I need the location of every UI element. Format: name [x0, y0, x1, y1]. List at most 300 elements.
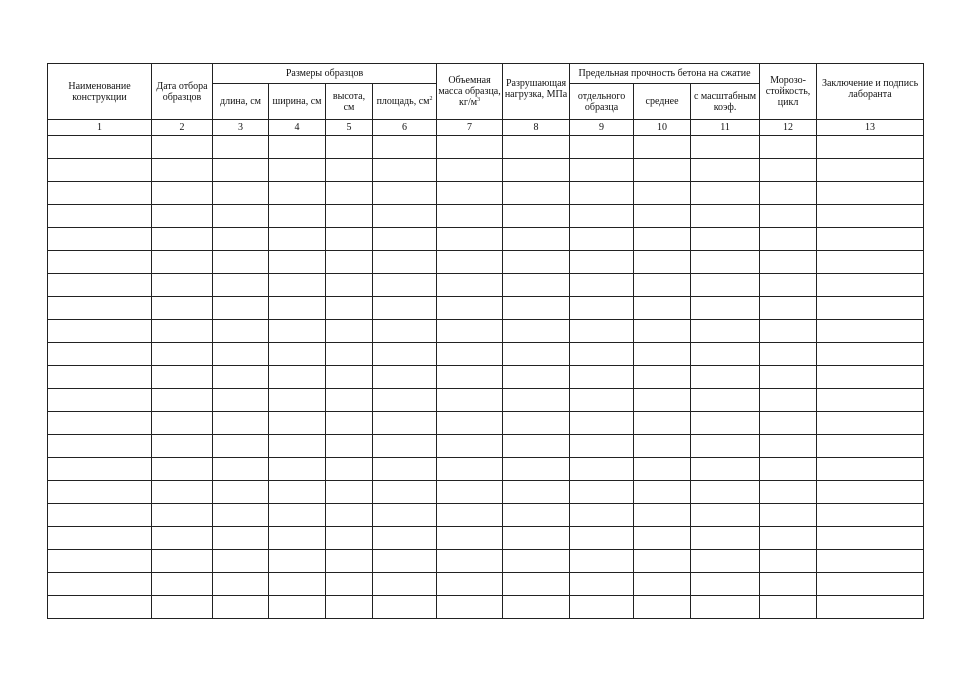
table-cell[interactable] [152, 205, 213, 228]
table-cell[interactable] [373, 343, 437, 366]
table-cell[interactable] [269, 251, 326, 274]
table-cell[interactable] [691, 550, 760, 573]
table-cell[interactable] [48, 366, 152, 389]
table-cell[interactable] [48, 320, 152, 343]
table-cell[interactable] [152, 504, 213, 527]
table-cell[interactable] [152, 366, 213, 389]
table-cell[interactable] [634, 159, 691, 182]
header-width: ширина, см [269, 84, 326, 120]
table-cell[interactable] [570, 504, 634, 527]
table-cell[interactable] [326, 182, 373, 205]
table-cell[interactable] [269, 481, 326, 504]
table-cell[interactable] [326, 573, 373, 596]
table-cell[interactable] [437, 343, 503, 366]
table-cell[interactable] [48, 596, 152, 619]
table-cell[interactable] [817, 274, 924, 297]
table-cell[interactable] [691, 573, 760, 596]
table-cell[interactable] [570, 136, 634, 159]
table-cell[interactable] [213, 481, 269, 504]
table-cell[interactable] [373, 412, 437, 435]
table-cell[interactable] [570, 320, 634, 343]
table-cell[interactable] [691, 412, 760, 435]
table-cell[interactable] [373, 159, 437, 182]
table-row [48, 412, 924, 435]
table-cell[interactable] [213, 412, 269, 435]
table-cell[interactable] [213, 228, 269, 251]
table-cell[interactable] [634, 251, 691, 274]
table-cell[interactable] [691, 251, 760, 274]
table-cell[interactable] [691, 136, 760, 159]
table-cell[interactable] [213, 251, 269, 274]
table-cell[interactable] [634, 228, 691, 251]
column-number: 7 [437, 120, 503, 136]
table-cell[interactable] [152, 412, 213, 435]
table-cell[interactable] [269, 412, 326, 435]
table-cell[interactable] [373, 573, 437, 596]
table-cell[interactable] [326, 228, 373, 251]
table-cell[interactable] [503, 389, 570, 412]
table-cell[interactable] [269, 573, 326, 596]
table-cell[interactable] [760, 297, 817, 320]
table-cell[interactable] [48, 159, 152, 182]
column-number: 6 [373, 120, 437, 136]
table-cell[interactable] [48, 343, 152, 366]
table-cell[interactable] [373, 136, 437, 159]
table-cell[interactable] [691, 182, 760, 205]
table-cell[interactable] [817, 435, 924, 458]
table-cell[interactable] [691, 159, 760, 182]
table-cell[interactable] [437, 366, 503, 389]
table-cell[interactable] [213, 274, 269, 297]
table-cell[interactable] [48, 205, 152, 228]
table-cell[interactable] [269, 136, 326, 159]
table-cell[interactable] [634, 573, 691, 596]
table-cell[interactable] [760, 366, 817, 389]
table-cell[interactable] [634, 136, 691, 159]
column-number: 13 [817, 120, 924, 136]
table-cell[interactable] [152, 251, 213, 274]
table-cell[interactable] [817, 320, 924, 343]
table-cell[interactable] [634, 596, 691, 619]
table-cell[interactable] [213, 458, 269, 481]
table-cell[interactable] [213, 136, 269, 159]
table-cell[interactable] [570, 573, 634, 596]
table-cell[interactable] [326, 159, 373, 182]
table-cell[interactable] [213, 205, 269, 228]
table-cell[interactable] [326, 274, 373, 297]
table-cell[interactable] [213, 182, 269, 205]
table-cell[interactable] [634, 527, 691, 550]
table-cell[interactable] [570, 481, 634, 504]
table-cell[interactable] [503, 573, 570, 596]
table-cell[interactable] [373, 550, 437, 573]
table-cell[interactable] [503, 343, 570, 366]
table-cell[interactable] [373, 458, 437, 481]
table-cell[interactable] [326, 596, 373, 619]
table-cell[interactable] [691, 527, 760, 550]
table-cell[interactable] [817, 458, 924, 481]
table-cell[interactable] [503, 458, 570, 481]
header-conclusion-signature: Заключение и подпись лаборанта [817, 64, 924, 120]
table-cell[interactable] [634, 343, 691, 366]
table-cell[interactable] [817, 136, 924, 159]
table-cell[interactable] [269, 458, 326, 481]
header-construction-name: Наименование конструкции [48, 64, 152, 120]
table-cell[interactable] [691, 274, 760, 297]
table-cell[interactable] [373, 481, 437, 504]
table-cell[interactable] [817, 159, 924, 182]
table-row [48, 320, 924, 343]
table-cell[interactable] [48, 458, 152, 481]
table-row [48, 343, 924, 366]
table-cell[interactable] [213, 527, 269, 550]
table-cell[interactable] [503, 596, 570, 619]
table-cell[interactable] [437, 274, 503, 297]
table-cell[interactable] [326, 550, 373, 573]
table-cell[interactable] [503, 251, 570, 274]
table-cell[interactable] [570, 550, 634, 573]
table-cell[interactable] [152, 159, 213, 182]
table-cell[interactable] [437, 527, 503, 550]
table-cell[interactable] [634, 182, 691, 205]
table-row [48, 274, 924, 297]
table-cell[interactable] [48, 435, 152, 458]
table-cell[interactable] [437, 251, 503, 274]
table-cell[interactable] [817, 343, 924, 366]
table-cell[interactable] [269, 389, 326, 412]
table-cell[interactable] [48, 136, 152, 159]
table-cell[interactable] [760, 205, 817, 228]
table-cell[interactable] [48, 481, 152, 504]
table-cell[interactable] [48, 412, 152, 435]
table-cell[interactable] [437, 573, 503, 596]
table-cell[interactable] [269, 527, 326, 550]
table-cell[interactable] [817, 297, 924, 320]
table-cell[interactable] [760, 435, 817, 458]
table-cell[interactable] [691, 389, 760, 412]
table-cell[interactable] [760, 320, 817, 343]
table-cell[interactable] [437, 458, 503, 481]
table-cell[interactable] [373, 182, 437, 205]
table-cell[interactable] [760, 182, 817, 205]
table-cell[interactable] [326, 435, 373, 458]
table-row [48, 159, 924, 182]
table-cell[interactable] [503, 504, 570, 527]
table-cell[interactable] [437, 596, 503, 619]
table-cell[interactable] [48, 251, 152, 274]
table-cell[interactable] [760, 251, 817, 274]
table-cell[interactable] [213, 320, 269, 343]
table-cell[interactable] [326, 251, 373, 274]
table-cell[interactable] [269, 205, 326, 228]
table-cell[interactable] [152, 297, 213, 320]
table-cell[interactable] [691, 320, 760, 343]
table-cell[interactable] [570, 435, 634, 458]
table-cell[interactable] [634, 435, 691, 458]
table-cell[interactable] [691, 205, 760, 228]
table-cell[interactable] [48, 182, 152, 205]
table-cell[interactable] [570, 228, 634, 251]
table-cell[interactable] [503, 297, 570, 320]
table-cell[interactable] [373, 297, 437, 320]
header-bulk-density-text: Объемная масса образца, кг/м [438, 75, 501, 108]
table-cell[interactable] [817, 412, 924, 435]
table-cell[interactable] [817, 366, 924, 389]
table-cell[interactable] [437, 435, 503, 458]
table-cell[interactable] [760, 343, 817, 366]
table-cell[interactable] [213, 389, 269, 412]
table-cell[interactable] [503, 527, 570, 550]
table-row [48, 573, 924, 596]
table-cell[interactable] [817, 182, 924, 205]
table-cell[interactable] [570, 389, 634, 412]
table-cell[interactable] [373, 435, 437, 458]
table-cell[interactable] [152, 389, 213, 412]
table-cell[interactable] [570, 366, 634, 389]
table-cell[interactable] [570, 596, 634, 619]
table-cell[interactable] [437, 320, 503, 343]
table-cell[interactable] [269, 435, 326, 458]
table-cell[interactable] [503, 205, 570, 228]
table-cell[interactable] [48, 573, 152, 596]
table-cell[interactable] [269, 320, 326, 343]
table-cell[interactable] [373, 596, 437, 619]
table-cell[interactable] [817, 251, 924, 274]
header-scale-factor: с масштабным коэф. [691, 84, 760, 120]
table-cell[interactable] [152, 527, 213, 550]
table-cell[interactable] [760, 136, 817, 159]
table-cell[interactable] [48, 228, 152, 251]
table-cell[interactable] [634, 205, 691, 228]
table-cell[interactable] [152, 182, 213, 205]
table-cell[interactable] [152, 320, 213, 343]
table-cell[interactable] [634, 504, 691, 527]
table-cell[interactable] [691, 297, 760, 320]
table-cell[interactable] [691, 435, 760, 458]
table-cell[interactable] [503, 366, 570, 389]
table-row [48, 481, 924, 504]
header-area-sup: 2 [429, 96, 433, 102]
table-cell[interactable] [326, 458, 373, 481]
table-cell[interactable] [269, 182, 326, 205]
table-cell[interactable] [373, 251, 437, 274]
table-cell[interactable] [326, 205, 373, 228]
table-cell[interactable] [570, 527, 634, 550]
table-cell[interactable] [691, 504, 760, 527]
table-cell[interactable] [326, 412, 373, 435]
table-cell[interactable] [570, 205, 634, 228]
table-cell[interactable] [437, 228, 503, 251]
table-cell[interactable] [503, 550, 570, 573]
table-cell[interactable] [48, 389, 152, 412]
table-cell[interactable] [269, 550, 326, 573]
table-cell[interactable] [634, 297, 691, 320]
table-cell[interactable] [269, 297, 326, 320]
table-cell[interactable] [503, 412, 570, 435]
table-cell[interactable] [760, 481, 817, 504]
table-cell[interactable] [213, 435, 269, 458]
table-cell[interactable] [570, 274, 634, 297]
table-cell[interactable] [817, 205, 924, 228]
table-cell[interactable] [503, 182, 570, 205]
table-cell[interactable] [437, 182, 503, 205]
table-cell[interactable] [691, 458, 760, 481]
table-cell[interactable] [326, 389, 373, 412]
table-cell[interactable] [570, 458, 634, 481]
table-cell[interactable] [437, 297, 503, 320]
table-row [48, 435, 924, 458]
table-cell[interactable] [760, 159, 817, 182]
table-cell[interactable] [760, 274, 817, 297]
table-cell[interactable] [570, 297, 634, 320]
table-cell[interactable] [760, 412, 817, 435]
table-cell[interactable] [503, 228, 570, 251]
table-cell[interactable] [269, 159, 326, 182]
table-cell[interactable] [760, 573, 817, 596]
table-cell[interactable] [437, 481, 503, 504]
table-cell[interactable] [503, 320, 570, 343]
table-cell[interactable] [373, 205, 437, 228]
table-cell[interactable] [760, 504, 817, 527]
table-cell[interactable] [570, 182, 634, 205]
table-cell[interactable] [634, 274, 691, 297]
table-cell[interactable] [326, 343, 373, 366]
table-row [48, 182, 924, 205]
table-cell[interactable] [152, 573, 213, 596]
table-cell[interactable] [634, 458, 691, 481]
table-cell[interactable] [213, 297, 269, 320]
header-breaking-load: Разрушающая нагрузка, МПа [503, 64, 570, 120]
table-cell[interactable] [691, 596, 760, 619]
table-cell[interactable] [503, 435, 570, 458]
table-cell[interactable] [817, 527, 924, 550]
table-cell[interactable] [152, 596, 213, 619]
table-cell[interactable] [152, 435, 213, 458]
table-cell[interactable] [213, 573, 269, 596]
table-cell[interactable] [213, 343, 269, 366]
header-average: среднее [634, 84, 691, 120]
table-cell[interactable] [817, 550, 924, 573]
table-cell[interactable] [152, 274, 213, 297]
table-cell[interactable] [326, 527, 373, 550]
table-cell[interactable] [437, 412, 503, 435]
table-cell[interactable] [373, 504, 437, 527]
table-cell[interactable] [152, 343, 213, 366]
table-cell[interactable] [269, 274, 326, 297]
table-cell[interactable] [373, 366, 437, 389]
table-cell[interactable] [817, 389, 924, 412]
column-number: 9 [570, 120, 634, 136]
table-cell[interactable] [373, 228, 437, 251]
column-number: 12 [760, 120, 817, 136]
table-cell[interactable] [634, 366, 691, 389]
table-cell[interactable] [48, 550, 152, 573]
table-cell[interactable] [48, 527, 152, 550]
table-cell[interactable] [634, 389, 691, 412]
table-cell[interactable] [437, 389, 503, 412]
table-cell[interactable] [373, 274, 437, 297]
table-cell[interactable] [213, 504, 269, 527]
table-cell[interactable] [326, 366, 373, 389]
table-cell[interactable] [152, 228, 213, 251]
table-cell[interactable] [691, 481, 760, 504]
table-cell[interactable] [152, 136, 213, 159]
table-cell[interactable] [269, 343, 326, 366]
table-cell[interactable] [817, 596, 924, 619]
table-cell[interactable] [373, 320, 437, 343]
table-cell[interactable] [269, 596, 326, 619]
table-cell[interactable] [437, 205, 503, 228]
table-cell[interactable] [634, 320, 691, 343]
table-cell[interactable] [634, 550, 691, 573]
table-cell[interactable] [213, 550, 269, 573]
table-cell[interactable] [817, 481, 924, 504]
table-cell[interactable] [48, 297, 152, 320]
table-cell[interactable] [570, 251, 634, 274]
table-cell[interactable] [760, 550, 817, 573]
table-cell[interactable] [570, 159, 634, 182]
table-row [48, 527, 924, 550]
table-cell[interactable] [634, 481, 691, 504]
table-cell[interactable] [760, 389, 817, 412]
table-cell[interactable] [634, 412, 691, 435]
table-cell[interactable] [373, 527, 437, 550]
table-cell[interactable] [269, 366, 326, 389]
table-cell[interactable] [373, 389, 437, 412]
table-cell[interactable] [817, 573, 924, 596]
table-cell[interactable] [437, 136, 503, 159]
table-cell[interactable] [152, 458, 213, 481]
table-cell[interactable] [503, 274, 570, 297]
table-cell[interactable] [570, 412, 634, 435]
table-cell[interactable] [213, 366, 269, 389]
table-cell[interactable] [760, 458, 817, 481]
table-cell[interactable] [691, 366, 760, 389]
table-cell[interactable] [570, 343, 634, 366]
table-cell[interactable] [691, 228, 760, 251]
test-log-table [47, 63, 924, 619]
table-cell[interactable] [437, 159, 503, 182]
table-cell[interactable] [48, 274, 152, 297]
table-cell[interactable] [326, 320, 373, 343]
table-cell[interactable] [213, 159, 269, 182]
table-cell[interactable] [269, 228, 326, 251]
table-row [48, 458, 924, 481]
table-cell[interactable] [691, 343, 760, 366]
table-cell[interactable] [817, 504, 924, 527]
table-cell[interactable] [437, 504, 503, 527]
table-cell[interactable] [760, 527, 817, 550]
table-cell[interactable] [503, 481, 570, 504]
table-cell[interactable] [503, 136, 570, 159]
table-cell[interactable] [326, 481, 373, 504]
table-cell[interactable] [326, 504, 373, 527]
table-cell[interactable] [48, 504, 152, 527]
table-cell[interactable] [213, 596, 269, 619]
table-cell[interactable] [760, 596, 817, 619]
table-cell[interactable] [503, 159, 570, 182]
header-sampling-date: Дата отбора образцов [152, 64, 213, 120]
table-cell[interactable] [437, 550, 503, 573]
table-cell[interactable] [152, 550, 213, 573]
table-cell[interactable] [269, 504, 326, 527]
table-cell[interactable] [817, 228, 924, 251]
table-cell[interactable] [152, 481, 213, 504]
table-cell[interactable] [326, 297, 373, 320]
table-cell[interactable] [760, 228, 817, 251]
header-compressive-strength: Предельная прочность бетона на сжатие [570, 64, 760, 84]
table-cell[interactable] [326, 136, 373, 159]
